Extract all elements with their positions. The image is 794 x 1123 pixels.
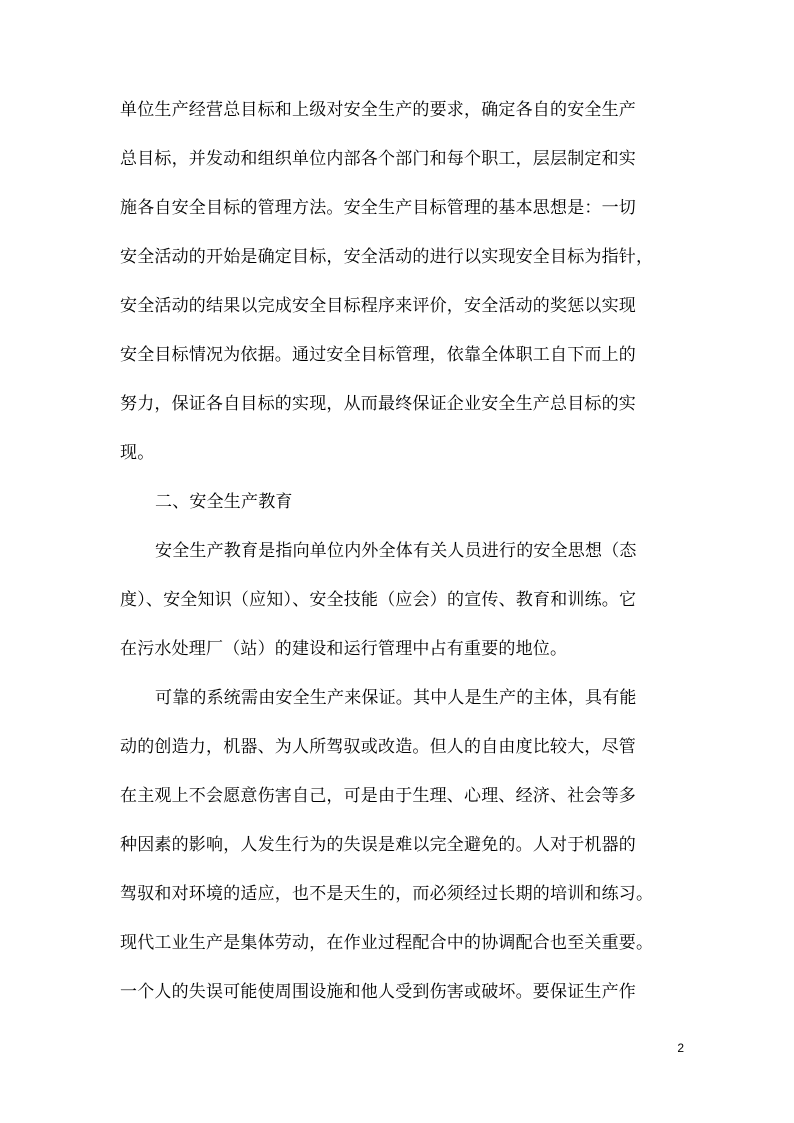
- body-text-line: 现代工业生产是集体劳动，在作业过程配合中的协调配合也至关重要。: [120, 933, 654, 953]
- body-text-line: 驾驭和对环境的适应，也不是天生的，而必须经过长期的培训和练习。: [120, 884, 654, 904]
- section-heading: 二、安全生产教育: [155, 492, 293, 512]
- body-text-line: 现。: [120, 443, 155, 463]
- body-text-line: 安全生产教育是指向单位内外全体有关人员进行的安全思想（态: [155, 541, 637, 561]
- body-text-line: 安全活动的开始是确定目标，安全活动的进行以实现安全目标为指针，: [120, 247, 654, 267]
- body-text-line: 安全目标情况为依据。通过安全目标管理，依靠全体职工自下而上的: [120, 345, 636, 365]
- body-text-line: 在主观上不会愿意伤害自己，可是由于生理、心理、经济、社会等多: [120, 786, 636, 806]
- body-text-line: 总目标，并发动和组织单位内部各个部门和每个职工，层层制定和实: [120, 149, 636, 169]
- page-number: 2: [677, 1041, 684, 1055]
- body-text-line: 安全活动的结果以完成安全目标程序来评价，安全活动的奖惩以实现: [120, 296, 636, 316]
- body-text-line: 动的创造力，机器、为人所驾驭或改造。但人的自由度比较大，尽管: [120, 737, 636, 757]
- body-text-line: 一个人的失误可能使周围设施和他人受到伤害或破坏。要保证生产作: [120, 982, 636, 1002]
- body-text-line: 种因素的影响，人发生行为的失误是难以完全避免的。人对于机器的: [120, 835, 636, 855]
- body-text-line: 度）、安全知识（应知）、安全技能（应会）的宣传、教育和训练。它: [120, 590, 637, 610]
- body-text-line: 努力，保证各自目标的实现，从而最终保证企业安全生产总目标的实: [120, 394, 636, 414]
- body-text-line: 单位生产经营总目标和上级对安全生产的要求，确定各自的安全生产: [120, 100, 636, 120]
- body-text-line: 可靠的系统需由安全生产来保证。其中人是生产的主体，具有能: [155, 688, 637, 708]
- body-text-line: 施各自安全目标的管理方法。安全生产目标管理的基本思想是：一切: [120, 198, 636, 218]
- body-text-line: 在污水处理厂（站）的建设和运行管理中占有重要的地位。: [120, 639, 568, 659]
